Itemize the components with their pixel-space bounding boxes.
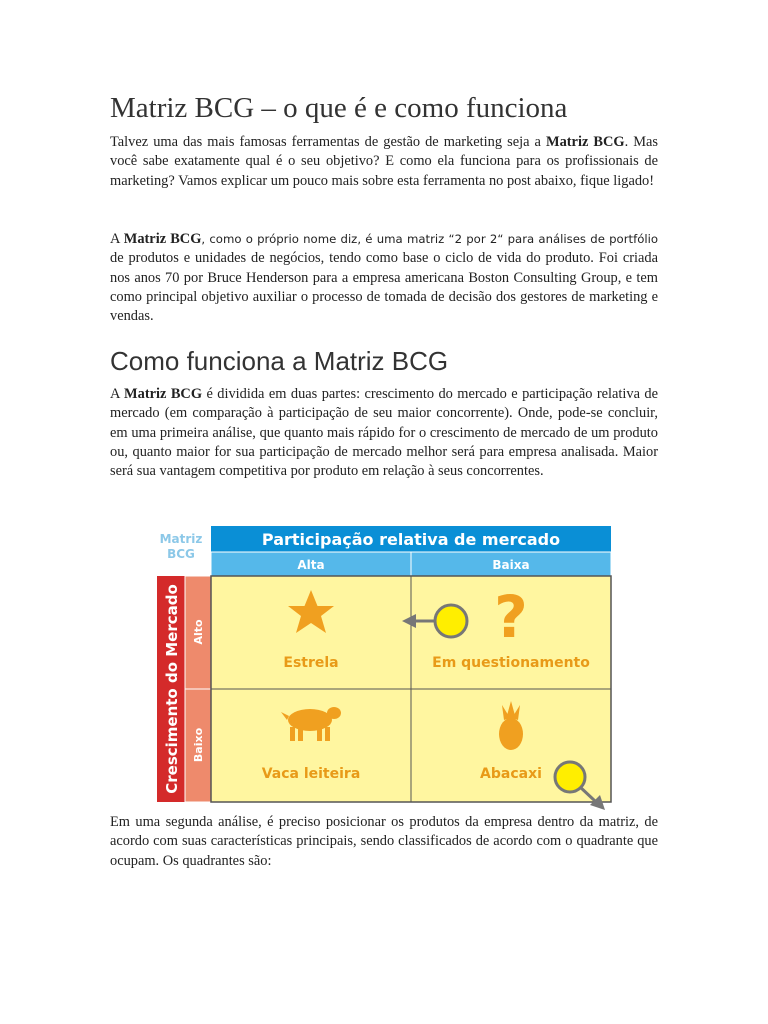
label-vaca-leiteira: Vaca leiteira — [261, 766, 361, 782]
explanation-paragraph — [110, 385, 658, 481]
article-title: Matriz BCG – o que é e como funciona — [110, 92, 568, 124]
label-em-questionamento: Em questionamento — [432, 655, 590, 671]
p1-text-before: Talvez uma das mais famosas ferramentas de gestão de marketing seja a — [110, 134, 546, 150]
pineapple-icon — [499, 701, 523, 750]
product-bubble-question — [435, 605, 467, 637]
p1-text-after: . Mas você sabe exatamente qual é o seu objetivo? E como ela funciona para os profissionais de marketing? Vamos explicar um pouco mais sobre esta ferramenta no post abaixo, fique ligado! — [110, 134, 658, 189]
quadrants-paragraph: Em uma segunda análise, é preciso posicionar os produtos da empresa dentro da matriz, de acordo com suas características principais, sendo classificados de acordo com o quadrante que ocupam. Os quadrantes são: — [110, 814, 658, 869]
p3-text-before: A — [110, 386, 125, 402]
p3-bold-term: Matriz BCG — [124, 386, 203, 402]
p2-text-sans: , como o próprio nome diz, é uma matriz “2 por 2“ para análises de portfólio — [201, 232, 659, 246]
section-heading: Como funciona a Matriz BCG — [110, 346, 449, 376]
label-estrela: Estrela — [283, 655, 339, 671]
quadrant-vaca-leiteira — [211, 689, 411, 802]
top-header-label: Participação relativa de mercado — [261, 530, 561, 549]
p2-text-after: de produtos e unidades de negócios, tendo como base o ciclo de vida do produto. Foi criada nos anos 70 por Bruce Henderson para a empresa americana Boston Consulting Group, e tem como principal objetivo auxiliar o processo de tomada de decisão dos gestores de marketing e vendas. — [110, 250, 658, 325]
definition-paragraph — [110, 230, 658, 326]
p3-text-after: é dividida em duas partes: crescimento do mercado e participação relativa de mercado (em comparação à participação de seu maior concorrente). Onde, pode-se concluir, em uma primeira análise, que quanto mais rápido for o crescimento de mercado de um produto ou, quanto maior for sua participação de mercado melhor será para empresa analisada. Maior será sua vantagem competitiva por produto em relação à seus concorrentes. — [110, 386, 658, 480]
label-abacaxi: Abacaxi — [480, 766, 542, 782]
row-label-alto: Alto — [192, 619, 205, 645]
corner-label-matriz: Matriz — [159, 532, 203, 546]
side-header-label: Crescimento do Mercado — [163, 584, 181, 794]
intro-paragraph — [110, 133, 658, 191]
p1-bold-term: Matriz BCG — [545, 134, 625, 150]
product-bubble-abacaxi — [555, 762, 585, 792]
bcg-matrix-figure — [140, 520, 620, 810]
col-label-baixa: Baixa — [492, 558, 530, 572]
question-mark-icon: ? — [494, 583, 528, 651]
row-label-baixo: Baixo — [192, 727, 205, 763]
corner-label-bcg: BCG — [167, 547, 195, 561]
col-label-alta: Alta — [297, 558, 325, 572]
p2-bold-term: Matriz BCG — [123, 231, 202, 247]
p2-text-before: A — [110, 231, 124, 247]
